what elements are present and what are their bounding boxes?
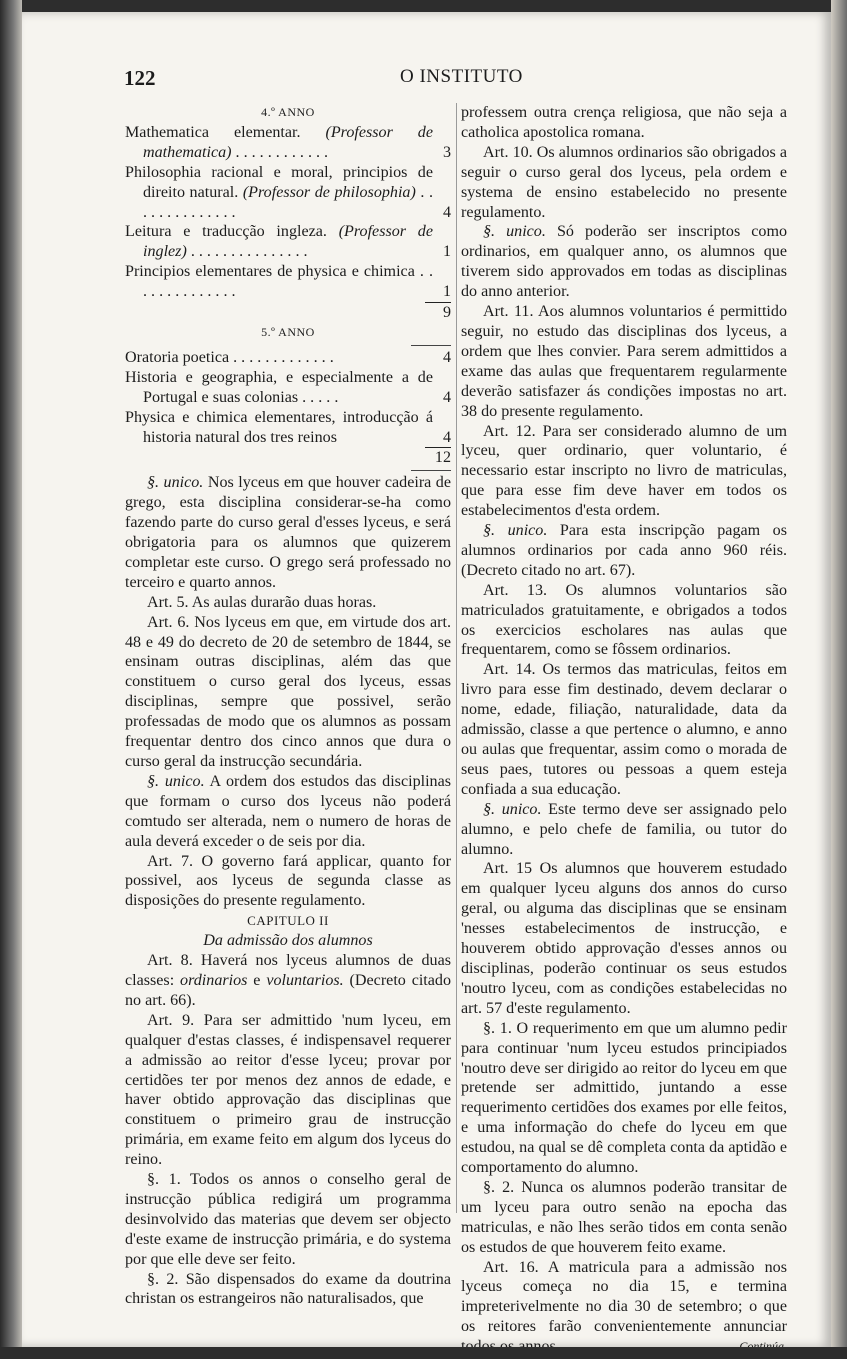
paragraph: Art. 10. Os alumnos ordinarios são obrigados a seguir o curso geral dos lyceus, pela ordem e systema de ensino estabelecido no presente regulamento. (461, 143, 787, 221)
course-row: Oratoria poetica . . . . . . . . . . . . . 4 (125, 348, 451, 366)
course-row: Philosophia racional e moral, principios de direito natural. (Professor de philosophia) . . . . . . . . . . . . . . 4 (125, 163, 451, 221)
paragraph: Art. 16. A matricula para a admissão nos lyceus começa no dia 15, e termina impreterivelmente no dia 30 de setembro; o que os reitores farão convenientemente annunciar (461, 1258, 787, 1358)
course-row: Physica e chimica elementares, introducção á historia natural dos tres reinos 4 (125, 408, 451, 446)
paragraph: Art. 15 Os alumnos que houverem estudado em qualquer lyceu alguns dos annos do curso geral, ou alguma das disciplinas que se ensinam 'nesses estabelecimentos de instrucção, e houverem obtido approvação d'esses annos ou disciplinas, poderão continuar os seus estudos 'noutro lyceu, com as condições estabelecidas no art. 57 d'este regulamento. (461, 860, 787, 1017)
course-hours: 1 (442, 283, 451, 301)
running-title: O INSTITUTO (400, 66, 523, 87)
column-divider (456, 103, 457, 1213)
year-4-heading: 4.º ANNO (261, 105, 315, 119)
paragraph: Art. 6. Nos lyceus em que, em virtude dos art. 48 e 49 do decreto de 20 de setembro de 1844, se ensinam outras disciplinas, além das que constituem o curso geral dos lyceus, essas disciplinas, sempre que possivel, serão professadas de modo que os alumnos as possam frequentar dentro dos cinco annos que dura o curso geral da instrucção secundária. (125, 613, 451, 770)
paragraph: §. unico. Este termo deve ser assignado pelo alumno, e pelo chefe de familia, ou tutor do alumno. (461, 800, 787, 858)
paragraph: Art. 7. O governo fará applicar, quanto for possivel, aos lyceus de segunda classe as disposições do presente regulamento. (125, 852, 451, 910)
year-4-total: 9 (125, 302, 451, 323)
course-hours: 4 (442, 203, 451, 221)
course-hours: 3 (442, 143, 451, 161)
course-row: Historia e geographia, e especialmente a de Portugal e suas colonias . . . . . 4 (125, 368, 451, 406)
course-row: Leitura e traducção ingleza. (Professor de inglez) . . . . . . . . . . . . . . . 1 (125, 223, 451, 261)
year-5-heading: 5.º ANNO (261, 324, 315, 339)
paragraph: Art. 11. Aos alumnos voluntarios é permittido seguir, no estudo das disciplinas dos lyceus, a ordem que lhes convier. Para serem admittidos a exame das aulas que frequentarem regularmente deverão satisfazer ás condições impostas no art. 38 do presente regulamento. (461, 303, 787, 420)
paragraph: professem outra crença religiosa, que não seja a catholica apostolica romana. (461, 104, 787, 141)
rule (411, 345, 451, 346)
paragraph: §. unico. Nos lyceus em que houver cadeira de grego, esta disciplina considerar-se-ha como fazendo parte do curso geral d'esses lyceus, e será obrigatoria para os alumnos que quizerem completar este curso. O grego será professado no terceiro e quarto annos. (125, 474, 451, 591)
course-hours: 4 (442, 348, 451, 366)
paragraph: Art. 12. Para ser considerado alumno de um lyceu, quer ordinario, quer voluntario, é necessario estar inscripto no livro de matriculas, que para esse fim deve haver em todos os estabelecimentos d'esta ordem. (461, 422, 787, 520)
year-5-total: 12 (125, 447, 451, 468)
paragraph: Art. 5. As aulas durarão duas horas. (147, 593, 377, 611)
course-hours: 1 (442, 243, 451, 261)
scan-edge-right (831, 0, 847, 1359)
course-row: Principios elementares de physica e chimica . . . . . . . . . . . . . . 1 (125, 263, 451, 301)
paragraph: §. 2. Nunca os alumnos poderão transitar de um lyceu para outro senão na epocha das matriculas, e não lhes serão tidos em conta senão os estudos de que houverem feito exame. (461, 1178, 787, 1256)
right-column (461, 103, 787, 1357)
chapter-heading: CAPITULO II (247, 913, 329, 929)
course-hours: 4 (442, 388, 451, 406)
chapter-title: Da admissão dos alumnos (203, 932, 373, 950)
left-column (125, 103, 451, 1309)
paragraph: Art. 8. Haverá nos lyceus alumnos de duas classes: ordinarios e voluntarios. (Decreto citado no art. 66). (125, 952, 452, 1009)
paragraph: §. 1. O requerimento em que um alumno pedir para continuar 'num lyceu estudos principiados 'noutro deve ser dirigido ao reitor do lyceu em que pretende ser admittido, juntando a esse requerimento certidões dos exames por elle feitos, e uma informação do chefe do lyceu em que estudou, na qual se dê completa conta da aptidão e comportamento do alumno. (461, 1019, 787, 1177)
course-row: Mathematica elementar. (Professor de mathematica) . . . . . . . . . . . . 3 (125, 123, 451, 161)
paragraph: §. 1. Todos os annos o conselho geral de instrucção pública redigirá um programma desinvolvido das materias que devem ser objecto d'este exame de instrucção primária, e do systema por que elle deve ser feito. (125, 1171, 451, 1268)
paragraph: §. unico. Para esta inscripção pagam os alumnos ordinarios por cada anno 960 réis. (Decreto citado no art. 67). (461, 522, 787, 579)
paragraph: §. 2. São dispensados do exame da doutrina christan os estrangeiros não naturalisados, que (125, 1270, 451, 1308)
course-hours: 4 (442, 428, 451, 446)
rule (411, 470, 451, 471)
scan-edge-top (0, 0, 847, 12)
paragraph: Art. 9. Para ser admittido 'num lyceu, em qualquer d'estas classes, é indispensavel requerer a admissão ao reitor d'esse lyceu; provar por certidões ter por menos dez annos de edade, e haver obtido approvação das disciplinas que constituem o primeiro grau de instrucção primária, em exame feito em algum dos lyceus do reino. (125, 1011, 451, 1169)
scan-edge-bottom (0, 1347, 847, 1359)
book-binding-edge (0, 0, 22, 1359)
page-number: 122 (124, 66, 156, 90)
paragraph: §. unico. A ordem dos estudos das disciplinas que formam o curso dos lyceus não poderá comtudo ser alterada, nem o numero de horas de aula deverá exceder o de seis por dia. (125, 772, 452, 850)
paragraph: Art. 14. Os termos das matriculas, feitos em livro para esse fim destinado, devem declarar o nome, edade, filiação, naturalidade, data da admissão, classe a que pertence o alumno, e anno ou aulas que frequentar, assim como o morada de seus paes, tutores ou pessoas a quem esteja confiada a sua educação. (461, 661, 787, 798)
paragraph: Art. 13. Os alumnos voluntarios são matriculados gratuitamente, e obrigados a todos os exercicios escholares nas aulas que frequentarem, como se fôssem ordinarios. (461, 581, 787, 659)
paragraph: §. unico. Só poderão ser inscriptos como ordinarios, em qualquer anno, os alumnos que tiverem sido approvados em todas as disciplinas do anno anterior. (461, 223, 788, 301)
